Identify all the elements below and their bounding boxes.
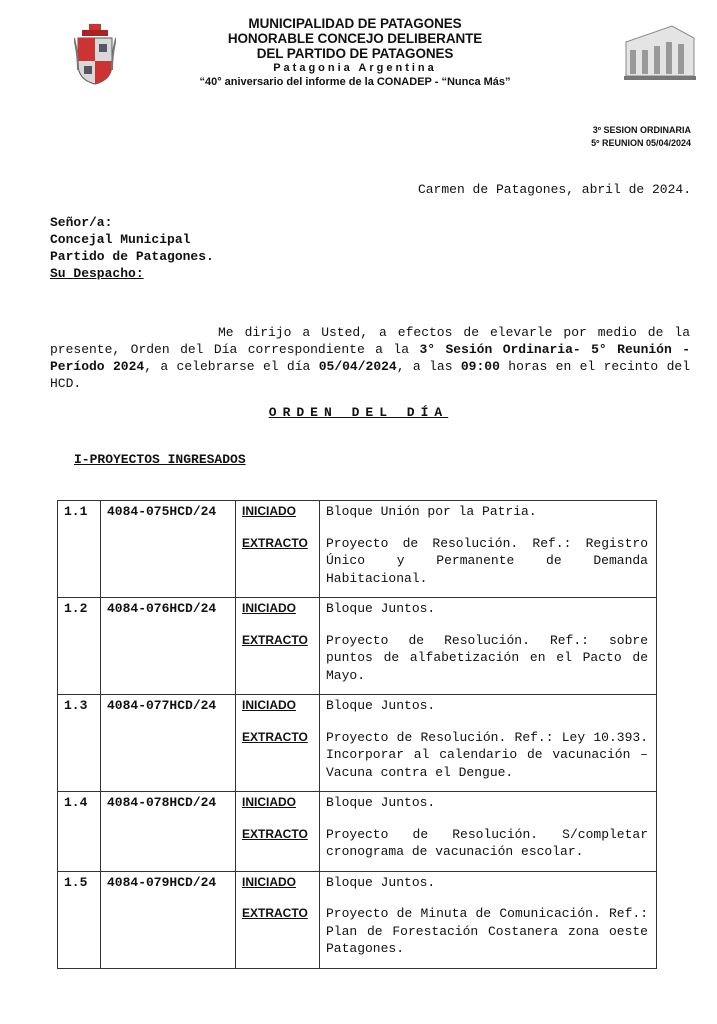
extracto-label: EXTRACTO bbox=[242, 826, 308, 841]
file-code: 4084-079HCD/24 bbox=[101, 871, 236, 968]
description-cell bbox=[320, 501, 657, 598]
item-number: 1.3 bbox=[58, 695, 101, 792]
recipient-block bbox=[50, 214, 214, 282]
extracto-label: EXTRACTO bbox=[242, 535, 308, 550]
council-name: HONORABLE CONCEJO DELIBERANTE bbox=[227, 31, 483, 46]
body-text-4: horas en el recinto del HCD. bbox=[50, 359, 690, 391]
label-cell bbox=[236, 598, 320, 695]
extract-text: Proyecto de Resolución. Ref.: Ley 10.393. Incorporar al calendario de vacunación – Vacuna contra el Dengue. bbox=[326, 729, 648, 780]
recipient-salutation: Señor/a: bbox=[50, 215, 113, 230]
extract-text: Proyecto de Minuta de Comunicación. Ref.: Plan de Forestación Costanera zona oeste Patagones. bbox=[326, 906, 648, 956]
initiator-text: Bloque Unión por la Patria. bbox=[326, 504, 537, 519]
letterhead-text bbox=[120, 16, 590, 89]
session-time: 09:00 bbox=[460, 359, 500, 374]
initiator-text: Bloque Juntos. bbox=[326, 874, 436, 890]
agenda-table bbox=[57, 500, 657, 969]
iniciado-label: INICIADO bbox=[242, 795, 296, 809]
extract-text: Proyecto de Resolución. Ref.: Registro Único y Permanente de Demanda Habitacional. bbox=[326, 535, 648, 586]
table-row bbox=[58, 501, 657, 598]
item-number: 1.1 bbox=[58, 501, 101, 598]
label-cell bbox=[236, 501, 320, 598]
body-text-2: , a celebrarse el día bbox=[144, 359, 319, 374]
label-cell bbox=[236, 792, 320, 872]
extracto-label: EXTRACTO bbox=[242, 632, 308, 647]
session-name: 3° Sesión Ordinaria- 5° Reunión - Período 2024 bbox=[50, 342, 690, 374]
item-number: 1.5 bbox=[58, 871, 101, 968]
place-date: Carmen de Patagones, abril de 2024. bbox=[417, 182, 691, 197]
extracto-label: EXTRACTO bbox=[242, 906, 308, 920]
file-code: 4084-076HCD/24 bbox=[101, 598, 236, 695]
iniciado-label: INICIADO bbox=[242, 874, 296, 889]
agenda-title: ORDEN DEL DÍA bbox=[268, 405, 449, 420]
letter-body bbox=[50, 324, 690, 392]
district-name: DEL PARTIDO DE PATAGONES bbox=[256, 46, 454, 61]
iniciado-label: INICIADO bbox=[242, 698, 296, 712]
session-number: 3º SESION ORDINARIA bbox=[592, 125, 691, 135]
letterhead bbox=[0, 12, 717, 102]
table-row bbox=[58, 871, 657, 968]
description-cell bbox=[320, 598, 657, 695]
meeting-number-date: 5º REUNION 05/04/2024 bbox=[591, 138, 691, 148]
iniciado-label: INICIADO bbox=[242, 601, 296, 615]
file-code: 4084-078HCD/24 bbox=[101, 792, 236, 872]
table-row bbox=[58, 695, 657, 792]
council-building-icon bbox=[622, 24, 698, 82]
extract-text: Proyecto de Resolución. Ref.: sobre puntos de alfabetización en el Pacto de Mayo. bbox=[326, 632, 648, 683]
file-code: 4084-077HCD/24 bbox=[101, 695, 236, 792]
table-row bbox=[58, 598, 657, 695]
region-name: Patagonia Argentina bbox=[273, 62, 437, 74]
municipal-crest-icon bbox=[74, 24, 116, 86]
initiator-text: Bloque Juntos. bbox=[326, 601, 436, 616]
label-cell bbox=[236, 695, 320, 792]
anniversary-motto: “40° aniversario del informe de la CONADEP - “Nunca Más” bbox=[199, 76, 511, 88]
municipality-name: MUNICIPALIDAD DE PATAGONES bbox=[248, 16, 462, 31]
table-row bbox=[58, 792, 657, 872]
recipient-office: Su Despacho: bbox=[50, 266, 144, 281]
description-cell bbox=[320, 695, 657, 792]
description-cell bbox=[320, 792, 657, 872]
recipient-district: Partido de Patagones. bbox=[50, 249, 214, 264]
session-reference bbox=[591, 124, 691, 150]
extract-text: Proyecto de Resolución. S/completar cronograma de vacunación escolar. bbox=[326, 826, 648, 859]
section-title: I-PROYECTOS INGRESADOS bbox=[74, 452, 246, 467]
initiator-text: Bloque Juntos. bbox=[326, 698, 436, 713]
body-text-3: , a las bbox=[396, 359, 461, 374]
initiator-text: Bloque Juntos. bbox=[326, 795, 436, 810]
session-date: 05/04/2024 bbox=[318, 359, 397, 374]
description-cell bbox=[320, 871, 657, 968]
label-cell bbox=[236, 871, 320, 968]
iniciado-label: INICIADO bbox=[242, 504, 296, 518]
body-text-1: Me dirijo a Usted, a efectos de elevarle por medio de la presente, Orden del Día correspondiente a la bbox=[50, 325, 690, 357]
recipient-title: Concejal Municipal bbox=[50, 232, 191, 247]
file-code: 4084-075HCD/24 bbox=[101, 501, 236, 598]
item-number: 1.2 bbox=[58, 598, 101, 695]
extracto-label: EXTRACTO bbox=[242, 729, 308, 744]
item-number: 1.4 bbox=[58, 792, 101, 872]
